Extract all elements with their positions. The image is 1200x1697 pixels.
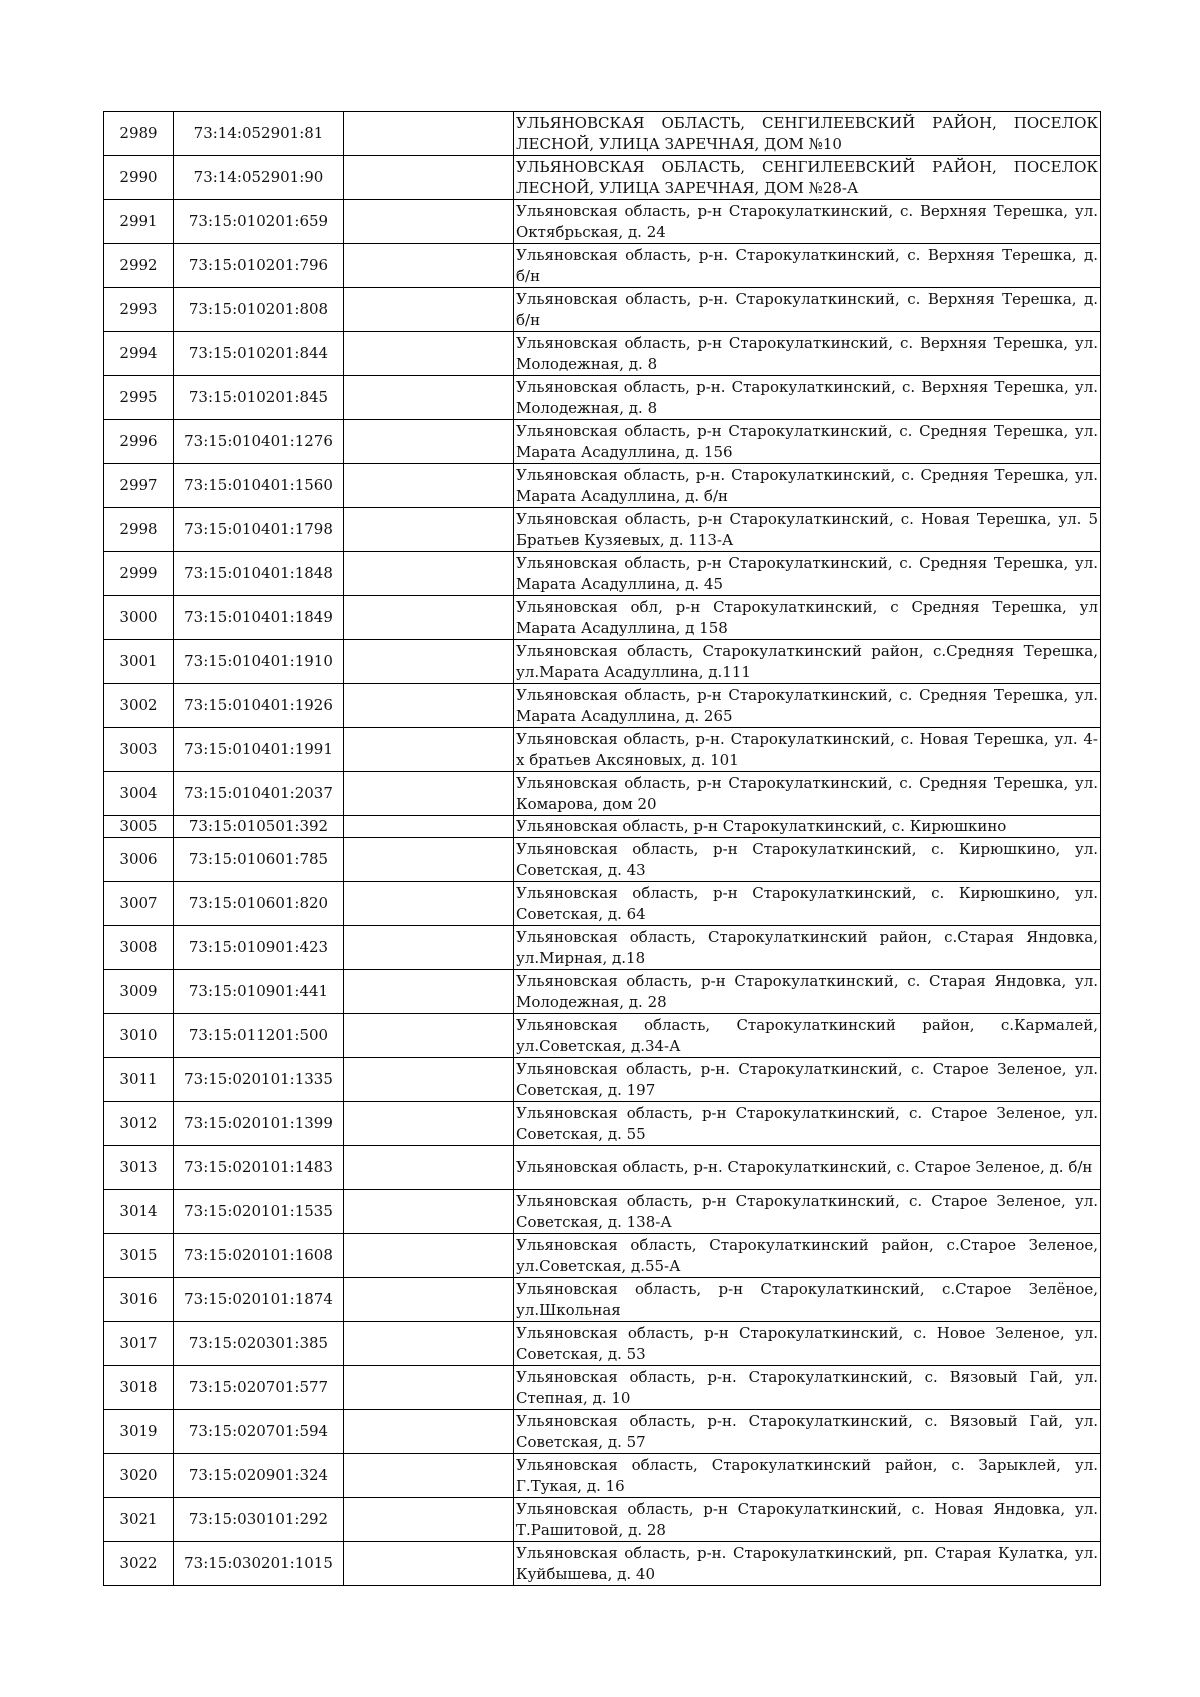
empty-cell bbox=[344, 1102, 514, 1146]
row-number-cell: 2996 bbox=[104, 420, 174, 464]
table-row bbox=[104, 552, 1101, 596]
cadastral-number-cell: 73:15:010401:1560 bbox=[174, 464, 344, 508]
address-cell: Ульяновская область, р-н Старокулаткинский, с. Кирюшкино, ул. Советская, д. 43 bbox=[514, 838, 1101, 882]
row-number-cell: 3017 bbox=[104, 1322, 174, 1366]
table-row bbox=[104, 1542, 1101, 1586]
row-number-cell: 3002 bbox=[104, 684, 174, 728]
table-row bbox=[104, 288, 1101, 332]
table-row bbox=[104, 244, 1101, 288]
address-cell: Ульяновская область, р-н Старокулаткинский, с.Старое Зелёное, ул.Школьная bbox=[514, 1278, 1101, 1322]
cadastral-number-cell: 73:15:020101:1608 bbox=[174, 1234, 344, 1278]
table-row bbox=[104, 728, 1101, 772]
address-cell: Ульяновская область, р-н Старокулаткинский, с. Новая Терешка, ул. 5 Братьев Кузяевых, д. 113-А bbox=[514, 508, 1101, 552]
row-number-cell: 2998 bbox=[104, 508, 174, 552]
address-cell: Ульяновская область, р-н Старокулаткинский, с. Кирюшкино bbox=[514, 816, 1101, 838]
table-row bbox=[104, 926, 1101, 970]
row-number-cell: 2997 bbox=[104, 464, 174, 508]
address-cell: Ульяновская область, Старокулаткинский район, с.Средняя Терешка, ул.Марата Асадуллина, д.111 bbox=[514, 640, 1101, 684]
empty-cell bbox=[344, 1146, 514, 1190]
address-cell: Ульяновская область, р-н Старокулаткинский, с. Новое Зеленое, ул. Советская, д. 53 bbox=[514, 1322, 1101, 1366]
address-cell: Ульяновская область, Старокулаткинский район, с.Кармалей, ул.Советская, д.34-А bbox=[514, 1014, 1101, 1058]
table-row bbox=[104, 772, 1101, 816]
table-row bbox=[104, 596, 1101, 640]
table-row bbox=[104, 970, 1101, 1014]
table-row bbox=[104, 464, 1101, 508]
address-cell: Ульяновская область, р-н. Старокулаткинский, с. Старое Зеленое, ул. Советская, д. 197 bbox=[514, 1058, 1101, 1102]
row-number-cell: 3015 bbox=[104, 1234, 174, 1278]
address-cell: Ульяновская область, р-н Старокулаткинский, с. Верхняя Терешка, ул. Октябрьская, д. 24 bbox=[514, 200, 1101, 244]
table-row bbox=[104, 156, 1101, 200]
cadastral-number-cell: 73:15:020101:1399 bbox=[174, 1102, 344, 1146]
cadastral-number-cell: 73:15:020101:1483 bbox=[174, 1146, 344, 1190]
address-cell: Ульяновская область, р-н. Старокулаткинский, с. Вязовый Гай, ул. Степная, д. 10 bbox=[514, 1366, 1101, 1410]
table-row bbox=[104, 112, 1101, 156]
address-cell: Ульяновская обл, р-н Старокулаткинский, с Средняя Терешка, ул Марата Асадуллина, д 158 bbox=[514, 596, 1101, 640]
empty-cell bbox=[344, 552, 514, 596]
row-number-cell: 3010 bbox=[104, 1014, 174, 1058]
address-cell: Ульяновская область, р-н. Старокулаткинский, с. Верхняя Терешка, д. б/н bbox=[514, 288, 1101, 332]
empty-cell bbox=[344, 200, 514, 244]
address-cell: Ульяновская область, р-н Старокулаткинский, с. Средняя Терешка, ул. Марата Асадуллина, д. 156 bbox=[514, 420, 1101, 464]
cadastral-number-cell: 73:15:010401:1991 bbox=[174, 728, 344, 772]
address-cell: Ульяновская область, р-н Старокулаткинский, с. Старое Зеленое, ул. Советская, д. 55 bbox=[514, 1102, 1101, 1146]
row-number-cell: 3022 bbox=[104, 1542, 174, 1586]
table-row bbox=[104, 640, 1101, 684]
table-row bbox=[104, 1058, 1101, 1102]
table-row bbox=[104, 420, 1101, 464]
registry-table bbox=[103, 111, 1101, 1586]
table-row bbox=[104, 816, 1101, 838]
row-number-cell: 3020 bbox=[104, 1454, 174, 1498]
address-cell: УЛЬЯНОВСКАЯ ОБЛАСТЬ, СЕНГИЛЕЕВСКИЙ РАЙОН, ПОСЕЛОК ЛЕСНОЙ, УЛИЦА ЗАРЕЧНАЯ, ДОМ №10 bbox=[514, 112, 1101, 156]
cadastral-number-cell: 73:15:010601:785 bbox=[174, 838, 344, 882]
empty-cell bbox=[344, 926, 514, 970]
empty-cell bbox=[344, 970, 514, 1014]
table-row bbox=[104, 1102, 1101, 1146]
address-cell: Ульяновская область, р-н. Старокулаткинский, с. Старое Зеленое, д. б/н bbox=[514, 1146, 1101, 1190]
empty-cell bbox=[344, 420, 514, 464]
row-number-cell: 3007 bbox=[104, 882, 174, 926]
cadastral-number-cell: 73:15:010401:2037 bbox=[174, 772, 344, 816]
cadastral-number-cell: 73:15:010201:796 bbox=[174, 244, 344, 288]
row-number-cell: 3021 bbox=[104, 1498, 174, 1542]
cadastral-number-cell: 73:15:020101:1874 bbox=[174, 1278, 344, 1322]
empty-cell bbox=[344, 244, 514, 288]
table-row bbox=[104, 1454, 1101, 1498]
cadastral-number-cell: 73:15:011201:500 bbox=[174, 1014, 344, 1058]
empty-cell bbox=[344, 1058, 514, 1102]
table-row bbox=[104, 882, 1101, 926]
empty-cell bbox=[344, 816, 514, 838]
address-cell: Ульяновская область, р-н Старокулаткинский, с. Средняя Терешка, ул. Марата Асадуллина, д. 45 bbox=[514, 552, 1101, 596]
table-row bbox=[104, 200, 1101, 244]
row-number-cell: 2992 bbox=[104, 244, 174, 288]
address-cell: Ульяновская область, р-н. Старокулаткинский, с. Средняя Терешка, ул. Марата Асадуллина, д. б/н bbox=[514, 464, 1101, 508]
empty-cell bbox=[344, 508, 514, 552]
table-row bbox=[104, 1498, 1101, 1542]
cadastral-number-cell: 73:15:010501:392 bbox=[174, 816, 344, 838]
registry-table-body bbox=[104, 112, 1101, 1586]
address-cell: Ульяновская область, р-н. Старокулаткинский, рп. Старая Кулатка, ул. Куйбышева, д. 40 bbox=[514, 1542, 1101, 1586]
row-number-cell: 2995 bbox=[104, 376, 174, 420]
empty-cell bbox=[344, 1410, 514, 1454]
row-number-cell: 2989 bbox=[104, 112, 174, 156]
address-cell: Ульяновская область, р-н. Старокулаткинский, с. Верхняя Терешка, ул. Молодежная, д. 8 bbox=[514, 376, 1101, 420]
cadastral-number-cell: 73:14:052901:90 bbox=[174, 156, 344, 200]
empty-cell bbox=[344, 156, 514, 200]
table-row bbox=[104, 684, 1101, 728]
cadastral-number-cell: 73:15:010401:1798 bbox=[174, 508, 344, 552]
cadastral-number-cell: 73:14:052901:81 bbox=[174, 112, 344, 156]
address-cell: Ульяновская область, Старокулаткинский район, с.Старая Яндовка, ул.Мирная, д.18 bbox=[514, 926, 1101, 970]
cadastral-number-cell: 73:15:030101:292 bbox=[174, 1498, 344, 1542]
table-row bbox=[104, 376, 1101, 420]
empty-cell bbox=[344, 1454, 514, 1498]
address-cell: Ульяновская область, р-н. Старокулаткинский, с. Верхняя Терешка, д. б/н bbox=[514, 244, 1101, 288]
table-row bbox=[104, 1234, 1101, 1278]
row-number-cell: 3001 bbox=[104, 640, 174, 684]
cadastral-number-cell: 73:15:020701:577 bbox=[174, 1366, 344, 1410]
cadastral-number-cell: 73:15:010901:441 bbox=[174, 970, 344, 1014]
table-row bbox=[104, 1146, 1101, 1190]
empty-cell bbox=[344, 1366, 514, 1410]
cadastral-number-cell: 73:15:020701:594 bbox=[174, 1410, 344, 1454]
row-number-cell: 3008 bbox=[104, 926, 174, 970]
cadastral-number-cell: 73:15:020101:1335 bbox=[174, 1058, 344, 1102]
table-row bbox=[104, 838, 1101, 882]
cadastral-number-cell: 73:15:010401:1849 bbox=[174, 596, 344, 640]
empty-cell bbox=[344, 728, 514, 772]
table-row bbox=[104, 1278, 1101, 1322]
cadastral-number-cell: 73:15:010201:808 bbox=[174, 288, 344, 332]
row-number-cell: 3012 bbox=[104, 1102, 174, 1146]
row-number-cell: 3018 bbox=[104, 1366, 174, 1410]
address-cell: Ульяновская область, р-н. Старокулаткинский, с. Новая Терешка, ул. 4-х братьев Аксяновых, д. 101 bbox=[514, 728, 1101, 772]
address-cell: Ульяновская область, р-н. Старокулаткинский, с. Вязовый Гай, ул. Советская, д. 57 bbox=[514, 1410, 1101, 1454]
address-cell: Ульяновская область, р-н Старокулаткинский, с. Старая Яндовка, ул. Молодежная, д. 28 bbox=[514, 970, 1101, 1014]
cadastral-number-cell: 73:15:020301:385 bbox=[174, 1322, 344, 1366]
table-row bbox=[104, 508, 1101, 552]
row-number-cell: 3000 bbox=[104, 596, 174, 640]
row-number-cell: 3011 bbox=[104, 1058, 174, 1102]
cadastral-number-cell: 73:15:010401:1276 bbox=[174, 420, 344, 464]
table-row bbox=[104, 1190, 1101, 1234]
cadastral-number-cell: 73:15:010601:820 bbox=[174, 882, 344, 926]
address-cell: Ульяновская область, Старокулаткинский район, с.Старое Зеленое, ул.Советская, д.55-А bbox=[514, 1234, 1101, 1278]
empty-cell bbox=[344, 112, 514, 156]
table-row bbox=[104, 1410, 1101, 1454]
cadastral-number-cell: 73:15:010201:659 bbox=[174, 200, 344, 244]
address-cell: Ульяновская область, р-н Старокулаткинский, с. Новая Яндовка, ул. Т.Рашитовой, д. 28 bbox=[514, 1498, 1101, 1542]
empty-cell bbox=[344, 640, 514, 684]
row-number-cell: 2991 bbox=[104, 200, 174, 244]
empty-cell bbox=[344, 1190, 514, 1234]
empty-cell bbox=[344, 684, 514, 728]
address-cell: Ульяновская область, р-н Старокулаткинский, с. Средняя Терешка, ул. Комарова, дом 20 bbox=[514, 772, 1101, 816]
empty-cell bbox=[344, 376, 514, 420]
empty-cell bbox=[344, 838, 514, 882]
empty-cell bbox=[344, 1498, 514, 1542]
empty-cell bbox=[344, 1014, 514, 1058]
empty-cell bbox=[344, 596, 514, 640]
cadastral-number-cell: 73:15:010401:1848 bbox=[174, 552, 344, 596]
empty-cell bbox=[344, 1322, 514, 1366]
cadastral-number-cell: 73:15:020101:1535 bbox=[174, 1190, 344, 1234]
table-row bbox=[104, 1014, 1101, 1058]
row-number-cell: 3006 bbox=[104, 838, 174, 882]
empty-cell bbox=[344, 1278, 514, 1322]
empty-cell bbox=[344, 288, 514, 332]
table-row bbox=[104, 332, 1101, 376]
cadastral-number-cell: 73:15:010201:844 bbox=[174, 332, 344, 376]
address-cell: УЛЬЯНОВСКАЯ ОБЛАСТЬ, СЕНГИЛЕЕВСКИЙ РАЙОН, ПОСЕЛОК ЛЕСНОЙ, УЛИЦА ЗАРЕЧНАЯ, ДОМ №28-А bbox=[514, 156, 1101, 200]
address-cell: Ульяновская область, р-н Старокулаткинский, с. Верхняя Терешка, ул. Молодежная, д. 8 bbox=[514, 332, 1101, 376]
row-number-cell: 2999 bbox=[104, 552, 174, 596]
row-number-cell: 3013 bbox=[104, 1146, 174, 1190]
address-cell: Ульяновская область, Старокулаткинский район, с. Зарыклей, ул. Г.Тукая, д. 16 bbox=[514, 1454, 1101, 1498]
cadastral-number-cell: 73:15:010901:423 bbox=[174, 926, 344, 970]
row-number-cell: 3019 bbox=[104, 1410, 174, 1454]
cadastral-number-cell: 73:15:010401:1910 bbox=[174, 640, 344, 684]
cadastral-number-cell: 73:15:010401:1926 bbox=[174, 684, 344, 728]
empty-cell bbox=[344, 464, 514, 508]
row-number-cell: 2994 bbox=[104, 332, 174, 376]
table-row bbox=[104, 1322, 1101, 1366]
row-number-cell: 3004 bbox=[104, 772, 174, 816]
row-number-cell: 3014 bbox=[104, 1190, 174, 1234]
cadastral-number-cell: 73:15:020901:324 bbox=[174, 1454, 344, 1498]
row-number-cell: 3009 bbox=[104, 970, 174, 1014]
row-number-cell: 2990 bbox=[104, 156, 174, 200]
row-number-cell: 3005 bbox=[104, 816, 174, 838]
row-number-cell: 3016 bbox=[104, 1278, 174, 1322]
address-cell: Ульяновская область, р-н Старокулаткинский, с. Старое Зеленое, ул. Советская, д. 138-А bbox=[514, 1190, 1101, 1234]
empty-cell bbox=[344, 1234, 514, 1278]
row-number-cell: 3003 bbox=[104, 728, 174, 772]
row-number-cell: 2993 bbox=[104, 288, 174, 332]
table-row bbox=[104, 1366, 1101, 1410]
cadastral-number-cell: 73:15:030201:1015 bbox=[174, 1542, 344, 1586]
empty-cell bbox=[344, 772, 514, 816]
cadastral-number-cell: 73:15:010201:845 bbox=[174, 376, 344, 420]
empty-cell bbox=[344, 882, 514, 926]
empty-cell bbox=[344, 332, 514, 376]
address-cell: Ульяновская область, р-н Старокулаткинский, с. Средняя Терешка, ул. Марата Асадуллина, д. 265 bbox=[514, 684, 1101, 728]
address-cell: Ульяновская область, р-н Старокулаткинский, с. Кирюшкино, ул. Советская, д. 64 bbox=[514, 882, 1101, 926]
empty-cell bbox=[344, 1542, 514, 1586]
